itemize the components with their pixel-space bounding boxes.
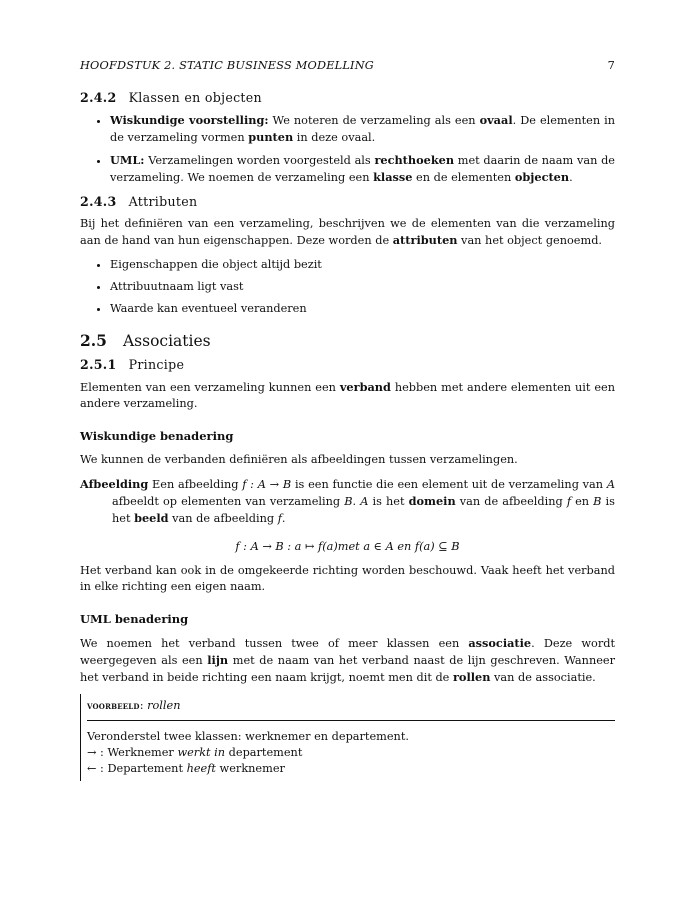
example-box (80, 694, 615, 781)
example-title: voorbeeld: rollen (87, 699, 181, 712)
section-2-4-2-heading: 2.4.2 Klassen en objecten (80, 90, 262, 105)
list-item: • UML: Verzamelingen worden voorgesteld als rechthoeken met daarin de naam van de verzameling. We noemen de verzameling een klasse en de elementen objecten. (110, 152, 615, 186)
running-header (80, 58, 615, 74)
math-approach-heading: Wiskundige benadering (80, 429, 234, 443)
list-item: • Eigenschappen die object altijd bezit (110, 257, 615, 273)
list-item: • Attribuutnaam ligt vast (110, 279, 615, 295)
attributes-list (80, 257, 615, 317)
example-divider (87, 720, 615, 721)
uml-approach-paragraph: We noemen het verband tussen twee of meer klassen een associatie. Deze wordt weergegeven als een lijn met de naam van het verband naast de lijn geschreven. Wanneer het verband in beide richting een naam krijgt, noemt men dit de rollen van de associatie. (80, 636, 615, 684)
example-line: → : Werknemer werkt in departement (87, 746, 303, 759)
page-number: 7 (607, 59, 615, 72)
section-2-5-heading: 2.5 Associaties (80, 331, 211, 350)
example-line: ← : Departement heeft werknemer (87, 762, 285, 775)
uml-approach-heading: UML benadering (80, 612, 189, 626)
reverse-direction-paragraph: Het verband kan ook in de omgekeerde richting worden beschouwd. Vaak heeft het verband in elke richting een eigen naam. (80, 564, 615, 593)
page (80, 58, 615, 781)
chapter-title: HOOFDSTUK 2. STATIC BUSINESS MODELLING (80, 59, 375, 72)
principle-paragraph: Elementen van een verzameling kunnen een verband hebben met andere elementen uit een andere verzameling. (80, 380, 615, 410)
attributes-paragraph: Bij het definiëren van een verzameling, beschrijven we de elementen van die verzameling aan de hand van hun eigenschappen. Deze worden de attributen van het object genoemd. (80, 217, 615, 247)
section-2-4-3-heading: 2.4.3 Attributen (80, 194, 198, 209)
list-item: • Wiskundige voorstelling: We noteren de verzameling als een ovaal. De elementen in de verzameling vormen punten in deze ovaal. (110, 112, 615, 146)
section-2-5-1-heading: 2.5.1 Principe (80, 357, 185, 372)
example-line: Veronderstel twee klassen: werknemer en departement. (87, 730, 409, 743)
list-item: • Waarde kan eventueel veranderen (110, 301, 615, 317)
definition-afbeelding: Afbeelding Een afbeelding f : A → B is een functie die een element uit de verzameling van A afbeeldt op elementen van verzameling B. A is het domein van de afbeelding f en B is het beeld van de afbeelding f. (80, 477, 615, 525)
mapping-formula: f : A → B : a ↦ f(a)met a ∈ A en f(a) ⊆ B (235, 540, 460, 553)
section-2-4-2-list (80, 112, 615, 186)
math-approach-paragraph: We kunnen de verbanden definiëren als afbeeldingen tussen verzamelingen. (80, 453, 518, 466)
